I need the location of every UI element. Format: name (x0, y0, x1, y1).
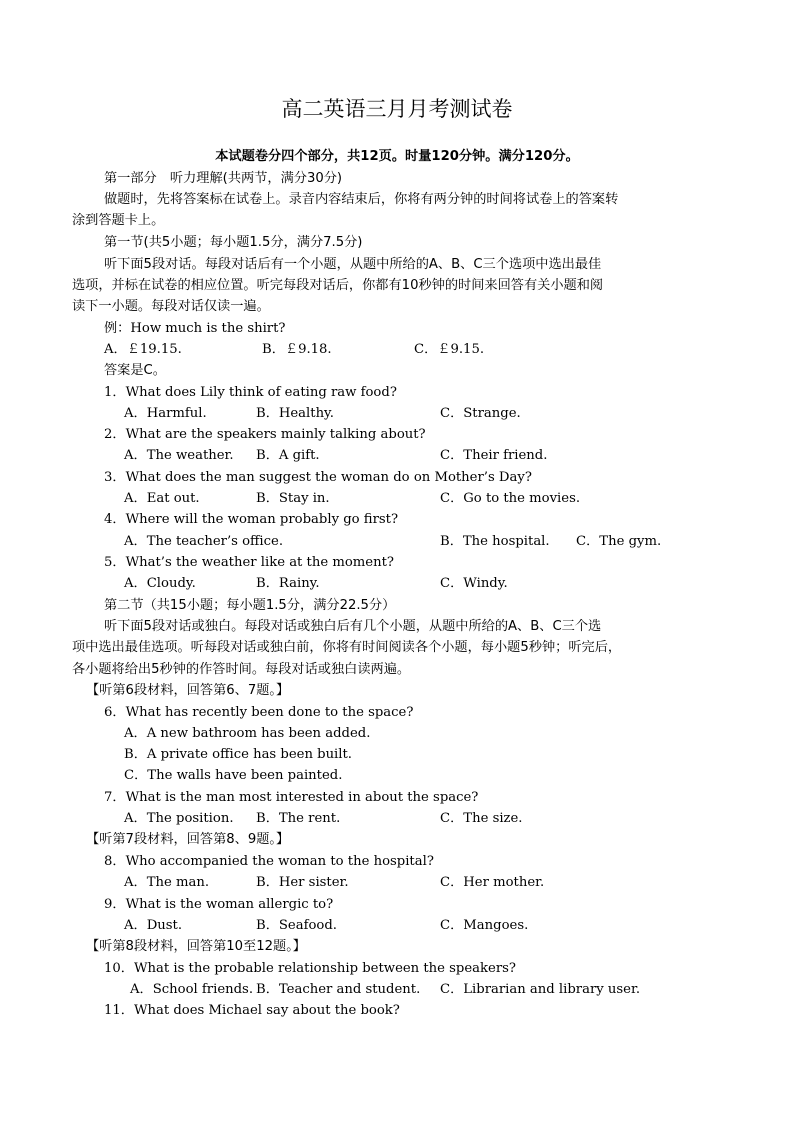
q3-option-b: B．Stay in. (256, 491, 330, 506)
example-answer: 答案是C。 (104, 363, 166, 378)
q9-option-b: B．Seafood. (256, 918, 337, 933)
section1-instruction-line: 听下面5段对话。每段对话后有一个小题，从题中所给的A、B、C三个选项中选出最佳 (104, 257, 602, 272)
section2-instruction-line: 听下面5段对话或独白。每段对话或独白后有几个小题，从题中所给的A、B、C三个选 (104, 619, 602, 634)
q6-option-b: B．A private office has been built. (124, 747, 352, 762)
q9-option-c: C．Mangoes. (440, 918, 529, 933)
question-10: 10．What is the probable relationship between the speakers? (104, 961, 516, 976)
question-5: 5．What’s the weather like at the moment? (104, 555, 394, 570)
q4-option-b: B．The hospital. (440, 534, 550, 549)
question-7: 7．What is the man most interested in about the space? (104, 790, 479, 805)
material-7-heading: 【听第7段材料，回答第8、9题。】 (86, 832, 290, 847)
q5-option-a: A．Cloudy. (124, 576, 196, 591)
q10-option-c: C．Librarian and library user. (440, 982, 641, 997)
section1-instruction-line: 读下一小题。每段对话仅读一遍。 (72, 299, 270, 314)
part1-instruction-line: 涂到答题卡上。 (72, 213, 165, 228)
section1-instruction-line: 选项，并标在试卷的相应位置。听完每段对话后，你都有10秒钟的时间来回答有关小题和阅 (72, 278, 604, 293)
question-1: 1．What does Lily think of eating raw food? (104, 385, 397, 400)
exam-intro: 本试题卷分四个部分，共12页。时量120分钟。满分120分。 (215, 149, 579, 164)
part1-heading: 第一部分 听力理解(共两节，满分30分) (104, 171, 343, 186)
q9-option-a: A．Dust. (124, 918, 183, 933)
q2-option-b: B．A gift. (256, 448, 320, 463)
example-option-b: B．￡9.18. (262, 342, 332, 357)
q6-option-c: C．The walls have been painted. (124, 768, 343, 783)
question-8: 8．Who accompanied the woman to the hospital? (104, 854, 434, 869)
q1-option-a: A．Harmful. (124, 406, 207, 421)
q8-option-b: B．Her sister. (256, 875, 349, 890)
question-11: 11．What does Michael say about the book? (104, 1003, 400, 1018)
question-2: 2．What are the speakers mainly talking about? (104, 427, 426, 442)
q6-option-a: A．A new bathroom has been added. (124, 726, 371, 741)
q7-option-b: B．The rent. (256, 811, 341, 826)
section2-instruction-line: 项中选出最佳选项。听每段对话或独白前，你将有时间阅读各个小题，每小题5秒钟；听完后， (72, 640, 622, 655)
q2-option-a: A．The weather. (124, 448, 234, 463)
part1-instruction-line: 做题时，先将答案标在试卷上。录音内容结束后，你将有两分钟的时间将试卷上的答案转 (104, 192, 619, 207)
q8-option-a: A．The man. (124, 875, 210, 890)
section2-instruction-line: 各小题将给出5秒钟的作答时间。每段对话或独白读两遍。 (72, 662, 411, 677)
q7-option-a: A．The position. (124, 811, 234, 826)
q10-option-b: B．Teacher and student. (256, 982, 421, 997)
page-title: 高二英语三月月考测试卷 (281, 97, 513, 121)
example-option-a: A．￡19.15. (104, 342, 182, 357)
section1-heading: 第一节(共5小题；每小题1.5分，满分7.5分) (104, 235, 363, 250)
q4-option-a: A．The teacher’s office. (124, 534, 284, 549)
question-9: 9．What is the woman allergic to? (104, 897, 334, 912)
q7-option-c: C．The size. (440, 811, 523, 826)
q1-option-b: B．Healthy. (256, 406, 334, 421)
q5-option-b: B．Rainy. (256, 576, 320, 591)
section2-heading: 第二节（共15小题；每小题1.5分，满分22.5分） (104, 598, 396, 613)
example-question: 例：How much is the shirt? (104, 321, 286, 336)
q4-option-c: C．The gym. (576, 534, 662, 549)
question-6: 6．What has recently been done to the space? (104, 705, 414, 720)
q5-option-c: C．Windy. (440, 576, 508, 591)
question-4: 4．Where will the woman probably go first? (104, 512, 399, 527)
q10-option-a: A．School friends. (130, 982, 254, 997)
q2-option-c: C．Their friend. (440, 448, 548, 463)
example-option-c: C．￡9.15. (414, 342, 485, 357)
q3-option-c: C．Go to the movies. (440, 491, 581, 506)
q1-option-c: C．Strange. (440, 406, 521, 421)
material-6-heading: 【听第6段材料，回答第6、7题。】 (86, 683, 290, 698)
question-3: 3．What does the man suggest the woman do on Mother’s Day? (104, 470, 532, 485)
material-8-heading: 【听第8段材料，回答第10至12题。】 (86, 939, 306, 954)
q8-option-c: C．Her mother. (440, 875, 545, 890)
q3-option-a: A．Eat out. (124, 491, 200, 506)
